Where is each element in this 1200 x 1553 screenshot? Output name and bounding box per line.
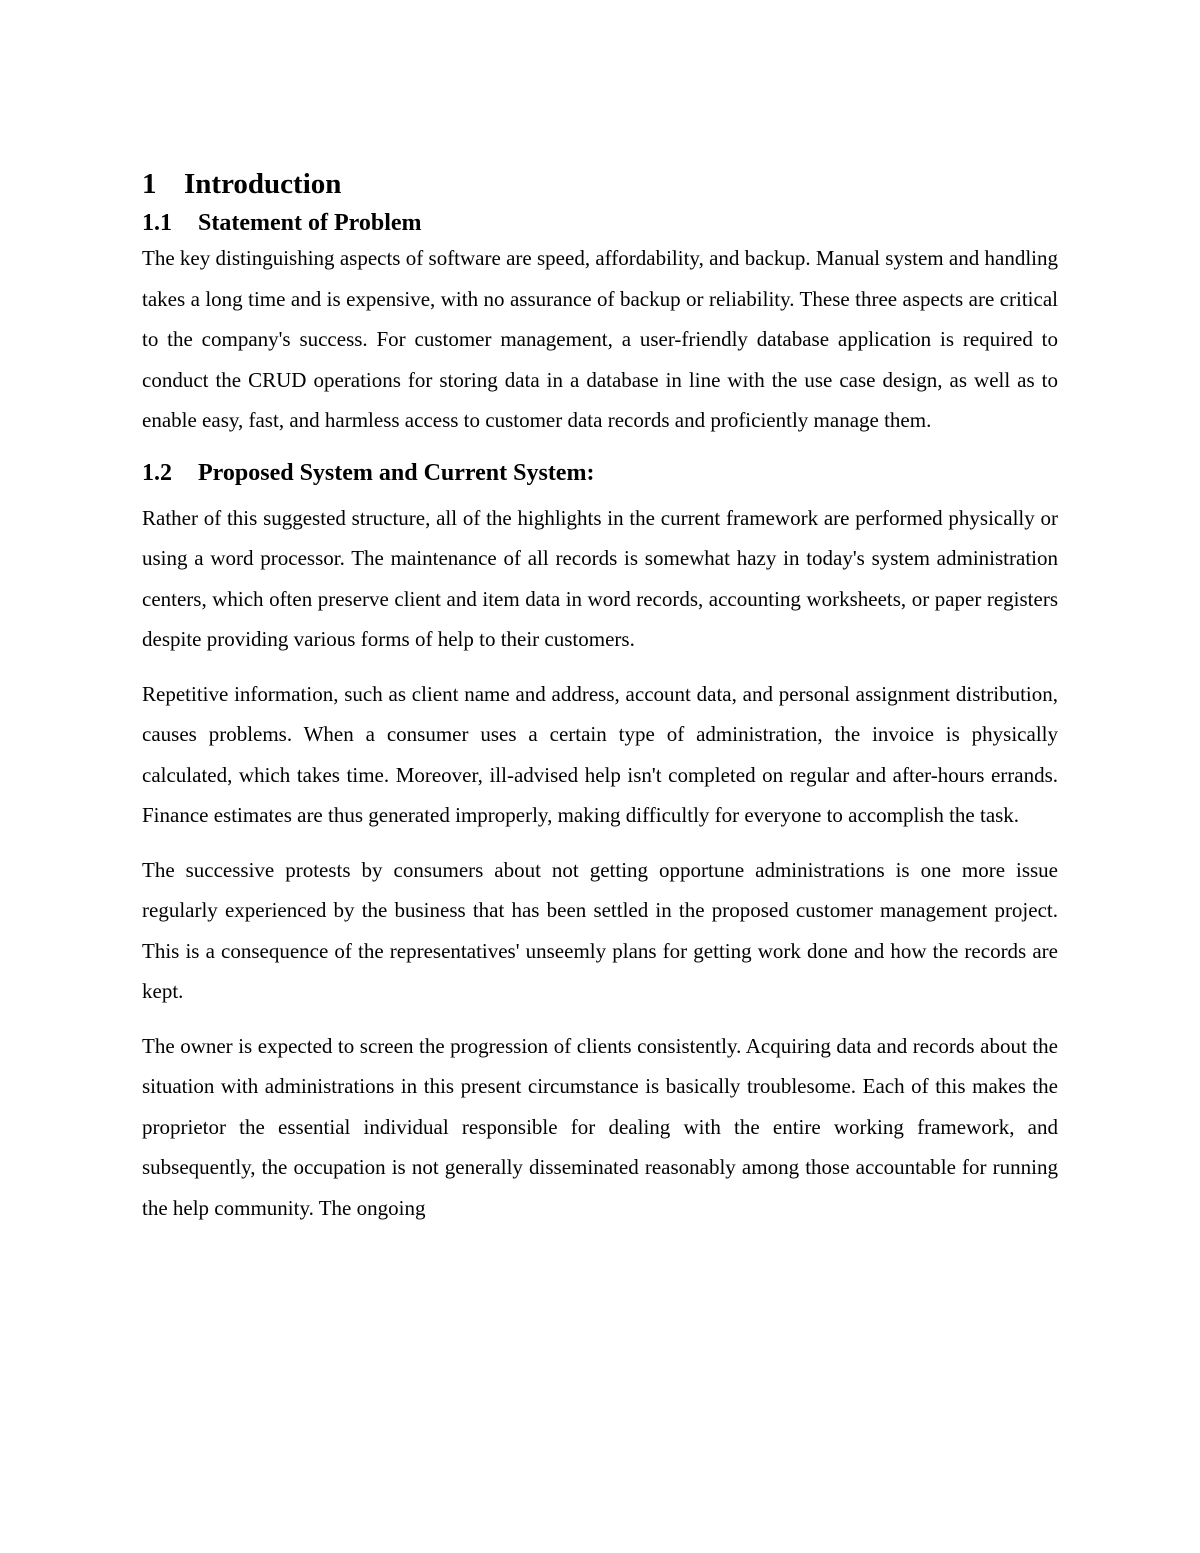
- paragraph: The successive protests by consumers about not getting opportune administrations is one more issue regularly experienced by the business that has been settled in the proposed customer management project. This is a consequence of the representatives' unseemly plans for getting work done and how the records are kept.: [142, 857, 1058, 1003]
- subsection-heading-statement-of-problem: [142, 208, 1058, 238]
- subsection-number: 1.1: [142, 210, 172, 236]
- paragraph: Rather of this suggested structure, all of the highlights in the current framework are performed physically or using a word processor. The maintenance of all records is somewhat hazy in today's system administration centers, which often preserve client and item data in word records, accounting worksheets, or paper registers despite providing various forms of help to their customers.: [142, 505, 1058, 651]
- section-number: 1: [142, 168, 157, 200]
- paragraph: Repetitive information, such as client name and address, account data, and personal assignment distribution, causes problems. When a consumer uses a certain type of administration, the invoice is physically calculated, which takes time. Moreover, ill-advised help isn't completed on regular and after-hours errands. Finance estimates are thus generated improperly, making difficultly for everyone to accomplish the task.: [142, 681, 1058, 827]
- section-title: Introduction: [184, 168, 342, 200]
- subsection-number: 1.2: [142, 459, 172, 486]
- subsection-heading-proposed-system: [142, 458, 1058, 488]
- page-content: [142, 166, 1058, 1228]
- paragraph: The key distinguishing aspects of software are speed, affordability, and backup. Manual system and handling takes a long time and is expensive, with no assurance of backup or reliability. These three aspects are critical to the company's success. For customer management, a user-friendly database application is required to conduct the CRUD operations for storing data in a database in line with the use case design, as well as to enable easy, fast, and harmless access to customer data records and proficiently manage them.: [142, 246, 1058, 432]
- paragraph: The owner is expected to screen the progression of clients consistently. Acquiring data and records about the situation with administrations in this present circumstance is basically troublesome. Each of this makes the proprietor the essential individual responsible for dealing with the entire working framework, and subsequently, the occupation is not generally disseminated reasonably among those accountable for running the help community. The ongoing: [142, 1033, 1058, 1220]
- section-heading: [142, 166, 1058, 202]
- subsection-title: Statement of Problem: [198, 210, 422, 236]
- subsection-title: Proposed System and Current System:: [198, 459, 595, 486]
